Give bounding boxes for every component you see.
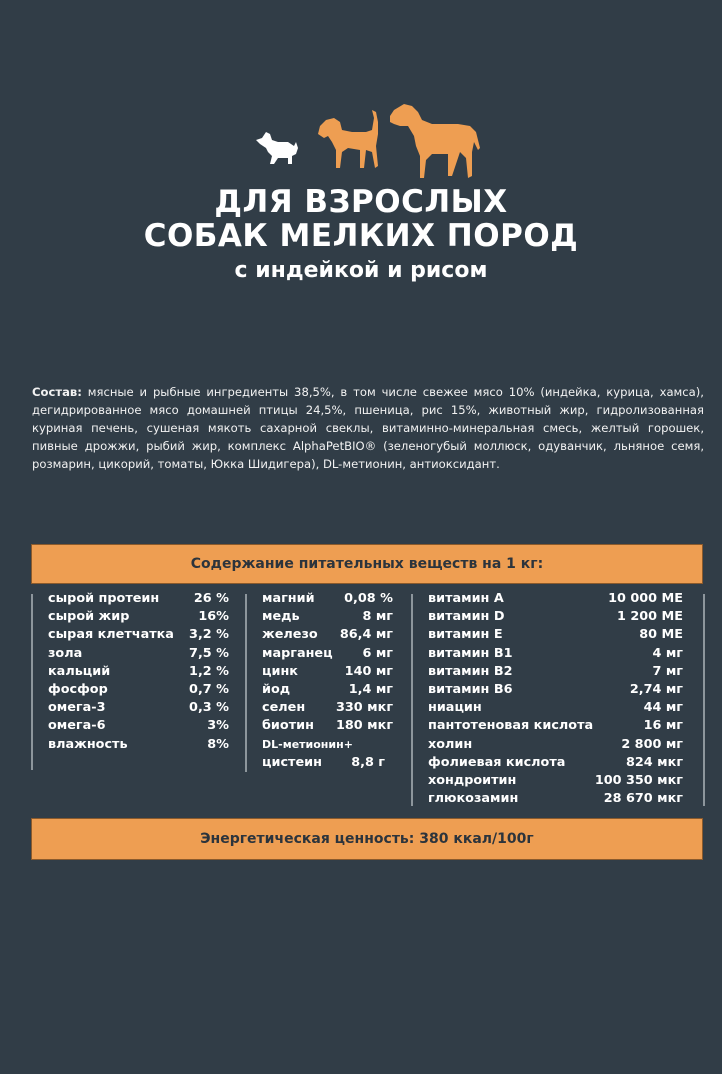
nutrient-value: 1,4 мг	[348, 682, 393, 698]
nutrient-row	[262, 754, 393, 772]
nutrient-value: 1 200 МЕ	[616, 609, 683, 625]
nutrient-name: зола	[48, 645, 83, 661]
divider-1	[245, 594, 247, 772]
nutrient-name: кальций	[48, 663, 111, 679]
nutrient-row	[48, 608, 229, 626]
nutrient-name: биотин	[262, 718, 314, 734]
nutrient-row	[48, 717, 229, 735]
nutrient-value: 2,74 мг	[629, 682, 683, 698]
nutrient-value: 3,2 %	[189, 627, 229, 643]
medium-dog-icon	[318, 110, 378, 168]
title-line-1: ДЛЯ ВЗРОСЛЫХ	[214, 184, 508, 220]
nutrient-name: глюкозамин	[428, 791, 519, 807]
nutrients-column-2	[262, 590, 393, 772]
nutrient-value: 4 мг	[652, 645, 683, 661]
nutrient-row	[48, 663, 229, 681]
nutrient-name: пантотеновая кислота	[428, 718, 594, 734]
nutrient-name: холин	[428, 736, 473, 752]
nutrient-row	[428, 608, 683, 626]
nutrient-row	[48, 681, 229, 699]
nutrient-row	[428, 681, 683, 699]
nutrient-row	[48, 645, 229, 663]
nutrient-value: 7 мг	[652, 663, 683, 679]
nutrient-name: хондроитин	[428, 773, 517, 789]
nutrient-row	[262, 590, 393, 608]
nutrient-row	[428, 772, 683, 790]
nutrient-row	[262, 626, 393, 644]
nutrient-value: 28 670 мкг	[603, 791, 683, 807]
nutrient-row	[428, 790, 683, 808]
nutrient-value: 100 350 мкг	[594, 773, 683, 789]
nutrient-row	[262, 736, 393, 754]
divider-left	[31, 594, 33, 770]
composition-text	[32, 383, 704, 473]
nutrient-name: DL-метионин+	[262, 737, 353, 751]
nutrient-name: омега-3	[48, 700, 106, 716]
nutrients-header: Содержание питательных веществ на 1 кг:	[31, 544, 703, 584]
dogs-illustration	[248, 96, 480, 182]
nutrient-row	[428, 663, 683, 681]
nutrient-row	[48, 736, 229, 754]
nutrient-row	[262, 608, 393, 626]
nutrient-value: 3%	[207, 718, 229, 734]
nutrients-column-1	[48, 590, 229, 754]
nutrient-name: влажность	[48, 736, 128, 752]
nutrient-row	[428, 626, 683, 644]
nutrient-value: 16%	[198, 609, 229, 625]
nutrient-row	[262, 699, 393, 717]
nutrient-value: 0,3 %	[189, 700, 229, 716]
nutrient-name: витамин D	[428, 609, 505, 625]
nutrient-row	[428, 645, 683, 663]
subtitle: с индейкой и рисом	[234, 258, 488, 283]
nutrient-name: витамин B2	[428, 663, 513, 679]
nutrient-row	[48, 590, 229, 608]
nutrient-value: 26 %	[193, 591, 229, 606]
nutrient-value: 2 800 мг	[621, 736, 683, 752]
nutrient-row	[262, 663, 393, 681]
nutrient-name: медь	[262, 609, 300, 625]
small-dog-icon	[256, 132, 298, 164]
nutrient-row	[262, 717, 393, 735]
nutrient-row	[262, 645, 393, 663]
nutrient-value: 6 мг	[362, 645, 393, 661]
large-dog-icon	[390, 104, 480, 178]
nutrient-value: 44 мг	[643, 700, 683, 716]
nutrient-row	[428, 590, 683, 608]
nutrient-name: цинк	[262, 663, 298, 679]
nutrient-name: витамин E	[428, 627, 503, 643]
nutrient-value: 16 мг	[643, 718, 683, 734]
nutrient-value: 0,08 %	[344, 591, 393, 606]
nutrient-row	[48, 699, 229, 717]
nutrient-row	[428, 699, 683, 717]
nutrient-value: 1,2 %	[189, 663, 229, 679]
nutrient-name: витамин A	[428, 591, 504, 606]
nutrient-name: железо	[262, 627, 318, 643]
nutrient-value: 8%	[207, 736, 229, 752]
nutrient-value: 86,4 мг	[339, 627, 393, 643]
nutrient-name: селен	[262, 700, 306, 716]
nutrient-value: 8,8 г	[351, 754, 385, 770]
nutrient-name: витамин B1	[428, 645, 513, 661]
nutrient-name: витамин B6	[428, 682, 513, 698]
nutrient-value: 180 мкг	[336, 718, 393, 734]
nutrient-name: ниацин	[428, 700, 482, 716]
nutrient-name: марганец	[262, 645, 333, 661]
nutrient-name: фосфор	[48, 682, 108, 698]
title-line-2: СОБАК МЕЛКИХ ПОРОД	[143, 218, 579, 254]
nutrient-row	[428, 717, 683, 735]
nutrient-row	[262, 681, 393, 699]
nutrient-name: сырой протеин	[48, 591, 160, 606]
nutrient-name: фолиевая кислота	[428, 754, 566, 770]
nutrient-value: 8 мг	[362, 609, 393, 625]
nutrient-row	[48, 626, 229, 644]
nutrient-value: 330 мкг	[336, 700, 393, 716]
composition-label: Состав:	[32, 385, 82, 399]
nutrient-name: магний	[262, 591, 315, 606]
nutrient-value: 80 МЕ	[639, 627, 683, 643]
nutrient-name: сырой жир	[48, 609, 130, 625]
composition-body: мясные и рыбные ингредиенты 38,5%, в том числе свежее мясо 10% (индейка, курица, хамса), дегидрированное мясо домашней птицы 24,5%, пшеница, рис 15%, животный жир, гидролизованная куриная печень, сушеная мякоть сахарной свеклы, витаминно-минеральная смесь, желтый горошек, пивные дрожжи, рыбий жир, комплекс AlphaPetBIO® (зеленогубый моллюск, одуванчик, льняное семя, розмарин, цикорий, томаты, Юкка Шидигера), DL-метионин, антиоксидант.	[32, 385, 704, 471]
divider-right	[703, 594, 705, 806]
nutrient-name: цистеин	[262, 754, 322, 770]
divider-2	[411, 594, 413, 806]
nutrient-row	[428, 754, 683, 772]
nutrient-value: 140 мг	[344, 663, 393, 679]
nutrient-row	[428, 736, 683, 754]
nutrient-name: омега-6	[48, 718, 106, 734]
nutrient-value: 824 мкг	[626, 754, 683, 770]
nutrient-name: йод	[262, 682, 291, 698]
nutrient-value: 10 000 МЕ	[608, 591, 683, 606]
nutrient-name: сырая клетчатка	[48, 627, 174, 643]
energy-value-band: Энергетическая ценность: 380 ккал/100г	[31, 818, 703, 860]
nutrients-column-3	[428, 590, 683, 808]
nutrient-value: 0,7 %	[189, 682, 229, 698]
nutrient-value: 7,5 %	[189, 645, 229, 661]
